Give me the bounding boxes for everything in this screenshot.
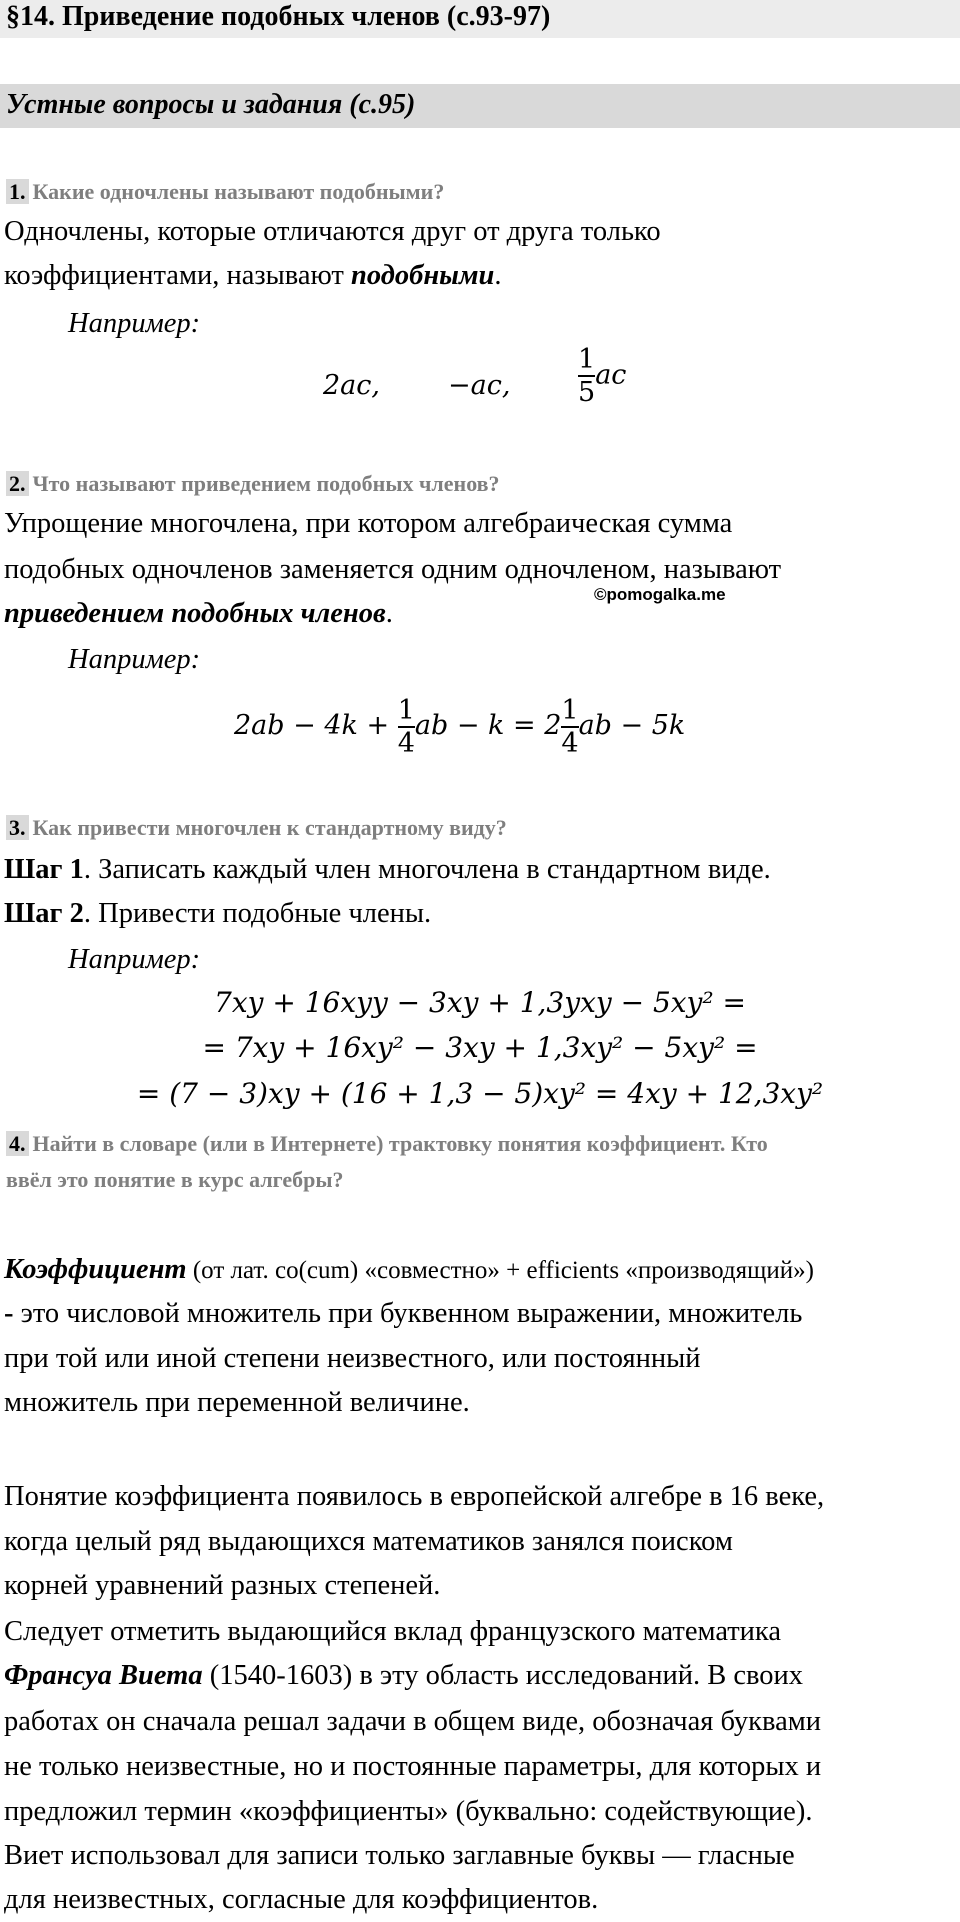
step-label: Шаг 2 <box>4 898 84 929</box>
history-line: предложил термин «коэффициенты» (буквально: содействующие). <box>4 1796 813 1827</box>
example-label: Например: <box>68 644 201 675</box>
definition-etymology: (от лат. co(cum) «совместно» + efficients «производящий») <box>186 1257 814 1284</box>
step-line <box>4 892 431 936</box>
answer-text: . <box>385 598 393 629</box>
equation-line: = 7xy + 16xy² − 3xy + 1,3xy² − 5xy² = <box>202 1031 758 1064</box>
fraction-numerator: 1 <box>397 694 415 726</box>
answer-line <box>4 254 501 298</box>
question-number: 4. <box>6 1131 29 1156</box>
math-term: −ac, <box>448 370 511 401</box>
definition-line: множитель при переменной величине. <box>4 1387 470 1418</box>
fraction <box>578 344 595 408</box>
history-line: корней уравнений разных степеней. <box>4 1570 441 1601</box>
fraction-denominator: 5 <box>578 377 596 408</box>
step-text: . Привести подобные члены. <box>83 898 432 929</box>
fraction-numerator: 1 <box>578 344 596 375</box>
question-number: 1. <box>6 179 29 204</box>
person-name: Франсуа Виета <box>4 1660 203 1691</box>
example-equation <box>234 684 685 768</box>
history-line: не только неизвестные, но и постоянные параметры, для которых и <box>4 1751 822 1782</box>
definition-term: Коэффициент <box>4 1254 187 1285</box>
step-label: Шаг 1 <box>4 854 84 885</box>
history-line: когда целый ряд выдающихся математиков занялся поиском <box>4 1526 733 1557</box>
step-text: . Записать каждый член многочлена в стандартном виде. <box>83 854 771 885</box>
answer-line: подобных одночленов заменяется одним одночленом, называют <box>4 554 782 585</box>
question-2 <box>6 470 500 498</box>
fraction <box>398 695 415 759</box>
definition-line <box>4 1248 814 1293</box>
question-text: Найти в словаре (или в Интернете) трактовку понятия коэффициент. Кто <box>32 1131 768 1156</box>
equation-part: ab − 5k <box>578 710 686 741</box>
answer-line: Упрощение многочлена, при котором алгебраическая сумма <box>4 508 733 539</box>
history-line: Понятие коэффициента появилось в европейской алгебре в 16 веке, <box>4 1481 825 1512</box>
answer-line: Одночлены, которые отличаются друг от друга только <box>4 216 661 247</box>
definition-dash: - <box>4 1298 14 1329</box>
history-line: для неизвестных, согласные для коэффициентов. <box>4 1884 599 1915</box>
history-text: (1540-1603) в эту область исследований. В своих <box>202 1660 804 1691</box>
question-3 <box>6 814 507 842</box>
history-line: Виет использовал для записи только заглавные буквы — гласные <box>4 1840 795 1871</box>
question-4 <box>6 1130 768 1158</box>
watermark: ©pomogalka.me <box>594 585 726 604</box>
fraction-denominator: 4 <box>561 727 579 759</box>
math-term-fraction <box>578 344 626 408</box>
step-line <box>4 848 771 892</box>
example-label: Например: <box>68 308 201 339</box>
equation-line: 7xy + 16xyy − 3xy + 1,3yxy − 5xy² = <box>214 986 746 1019</box>
history-line: Следует отметить выдающийся вклад французского математика <box>4 1616 782 1647</box>
question-number: 3. <box>6 815 29 840</box>
term-emphasis: приведением подобных членов <box>4 598 386 629</box>
equation-line: = (7 − 3)xy + (16 + 1,3 − 5)xy² = 4xy + 12,3xy² <box>136 1077 824 1110</box>
answer-line <box>4 592 393 636</box>
history-line <box>4 1654 803 1698</box>
answer-text: коэффициентами, называют <box>4 260 352 291</box>
section-subtitle: Устные вопросы и задания (с.95) <box>6 89 416 120</box>
equation-part: ab − k = 2 <box>414 710 562 741</box>
question-text: Что называют приведением подобных членов? <box>32 471 500 496</box>
definition-line: при той или иной степени неизвестного, или постоянный <box>4 1343 701 1374</box>
history-line: работах он сначала решал задачи в общем виде, обозначая буквами <box>4 1706 822 1737</box>
definition-line <box>4 1292 802 1336</box>
question-text: Какие одночлены называют подобными? <box>32 179 445 204</box>
answer-text: . <box>494 260 502 291</box>
fraction-denominator: 4 <box>397 727 415 759</box>
page-title: §14. Приведение подобных членов (с.93-97) <box>6 1 551 32</box>
question-text: Как привести многочлен к стандартному виду? <box>32 815 507 840</box>
definition-text: это числовой множитель при буквенном выражении, множитель <box>13 1298 803 1329</box>
question-text: ввёл это понятие в курс алгебры? <box>6 1167 344 1192</box>
question-1 <box>6 178 444 206</box>
term-emphasis: подобными <box>351 260 495 291</box>
math-term: 2ac, <box>323 370 380 401</box>
fraction <box>561 695 578 759</box>
equation-part: 2ab − 4k + <box>234 710 398 741</box>
math-variable: ac <box>595 359 627 391</box>
example-label: Например: <box>68 944 201 975</box>
fraction-numerator: 1 <box>561 694 579 726</box>
question-number: 2. <box>6 471 29 496</box>
